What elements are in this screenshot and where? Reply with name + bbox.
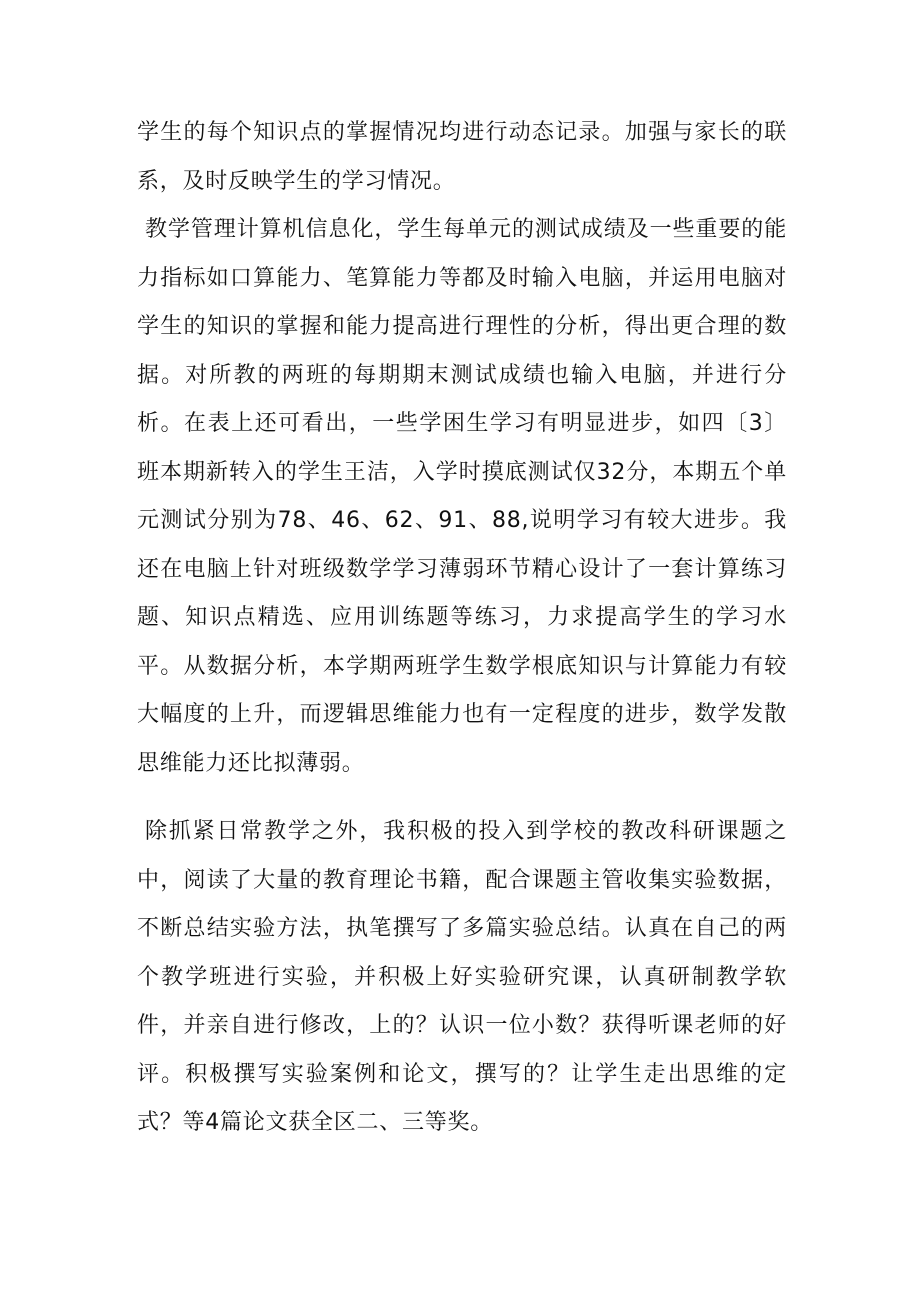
paragraph-2: 教学管理计算机信息化，学生每单元的测试成绩及一些重要的能力指标如口算能力、笔算能力等都及时输入电脑，并运用电脑对学生的知识的掌握和能力提高进行理性的分析，得出更合理的数据。对所教的两班的每期期末测试成绩也输入电脑，并进行分析。在表上还可看出，一些学困生学习有明显进步，如四〔3〕班本期新转入的学生王洁，入学时摸底测试仅32分，本期五个单元测试分别为78、46、62、91、88,说明学习有较大进步。我还在电脑上针对班级数学学习薄弱环节精心设计了一套计算练习题、知识点精选、应用训练题等练习，力求提高学生的学习水平。从数据分析，本学期两班学生数学根底知识与计算能力有较大幅度的上升，而逻辑思维能力也有一定程度的进步，数学发散思维能力还比拟薄弱。 <box>137 217 787 776</box>
paragraph-3: 除抓紧日常教学之外，我积极的投入到学校的教改科研课题之中，阅读了大量的教育理论书籍，配合课题主管收集实验数据，不断总结实验方法，执笔撰写了多篇实验总结。认真在自己的两个教学班进行实验，并积极上好实验研究课，认真研制教学软件，并亲自进行修改，上的？认识一位小数？获得听课老师的好评。积极撰写实验案例和论文，撰写的？让学生走出思维的定式？等4篇论文获全区二、三等奖。 <box>137 819 787 1135</box>
paragraph-1: 学生的每个知识点的掌握情况均进行动态记录。加强与家长的联系，及时反映学生的学习情况。 <box>137 120 787 194</box>
